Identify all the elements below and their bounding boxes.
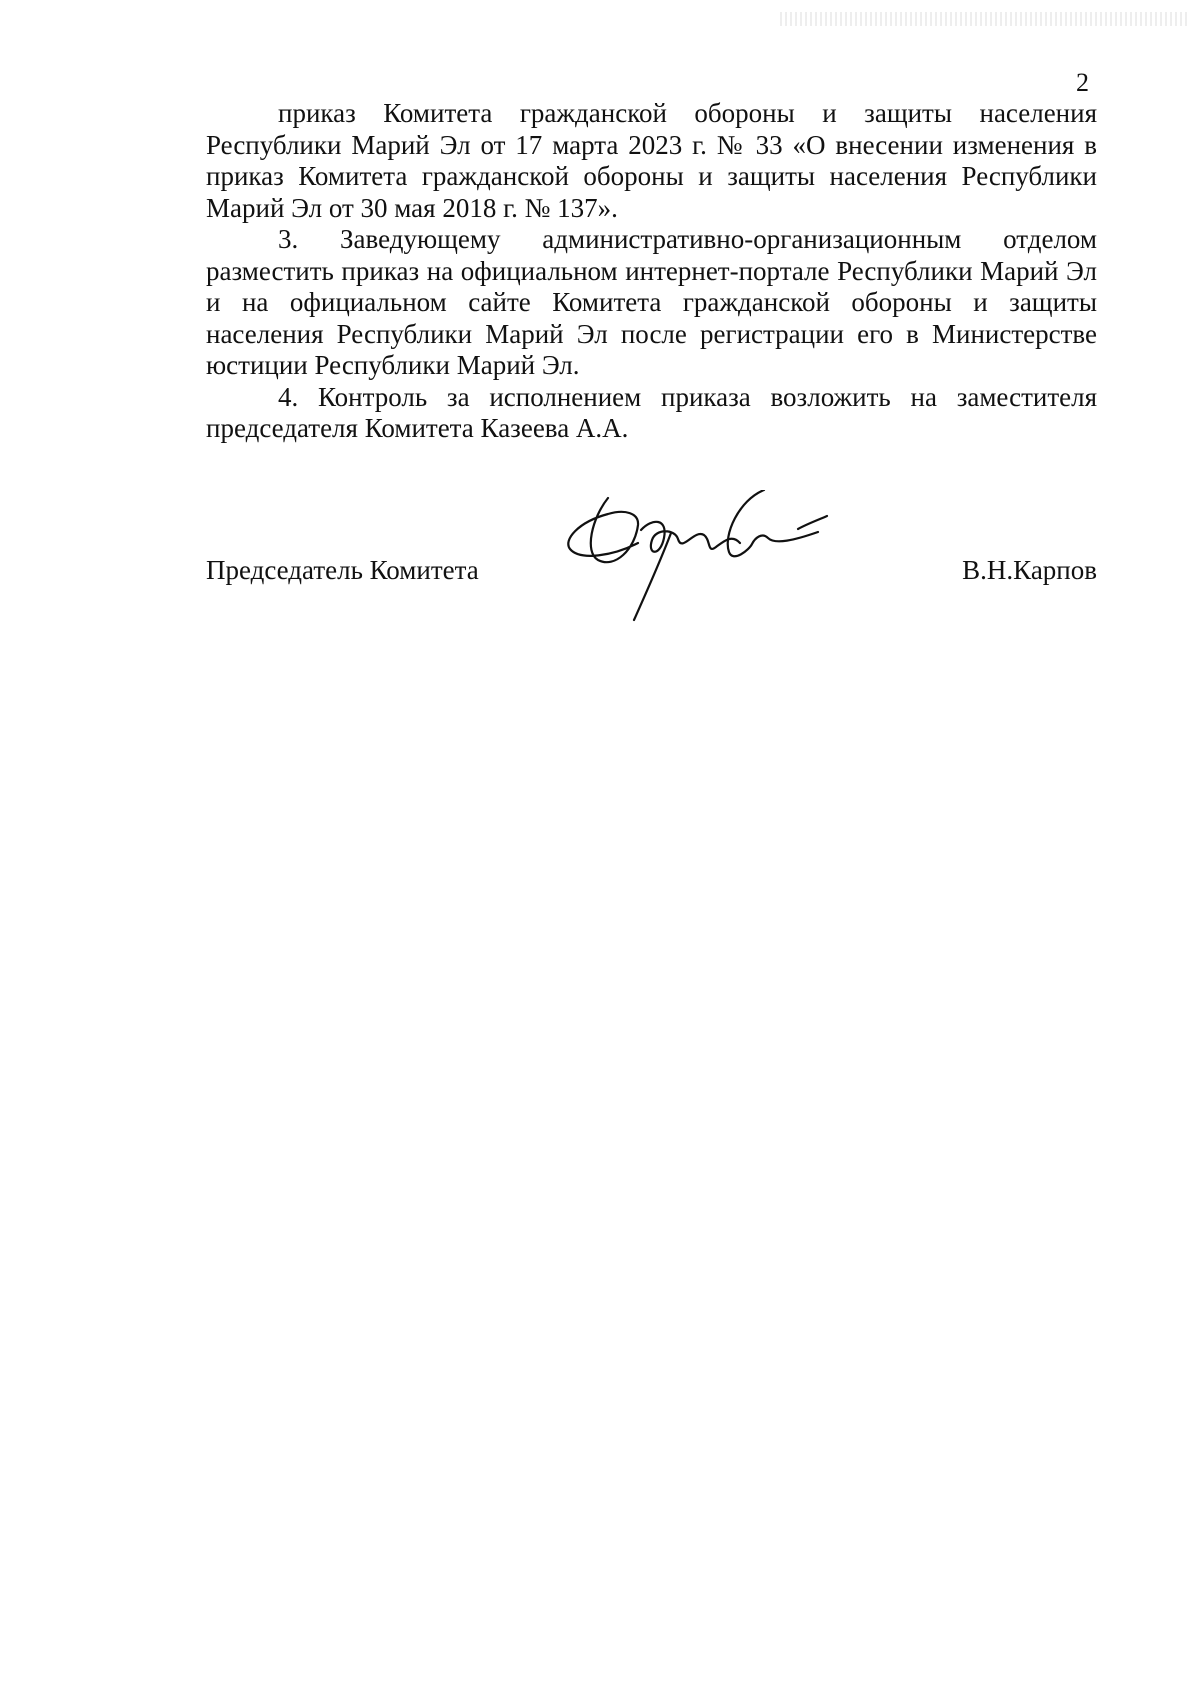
signature-stroke-5	[798, 516, 827, 529]
document-body	[206, 98, 1097, 445]
paragraph-item-3: 3. Заведующему административно-организационным отделом разместить приказ на официальном интернет-портале Республики Марий Эл и на официальном сайте Комитета гражданской обороны и защиты населения Республики Марий Эл после регистрации его в Министерстве юстиции Республики Марий Эл.	[206, 224, 1097, 380]
signature-block	[206, 490, 1097, 640]
scan-noise	[780, 12, 1190, 26]
signature-stroke-2	[641, 522, 740, 552]
signer-position: Председатель Комитета	[206, 555, 479, 585]
signature-stroke-4	[634, 533, 671, 620]
signer-name: В.Н.Карпов	[962, 555, 1097, 585]
handwritten-signature	[556, 490, 856, 640]
paragraph-item-4: 4. Контроль за исполнением приказа возложить на заместителя председателя Комитета Казеева А.А.	[206, 381, 1097, 443]
signature-stroke-3	[728, 490, 818, 556]
signature-stroke-1	[568, 498, 638, 562]
page-number: 2	[1076, 68, 1089, 97]
paragraph-continuation: приказ Комитета гражданской обороны и защиты населения Республики Марий Эл от 17 марта 2023 г. № 33 «О внесении изменения в приказ Комитета гражданской обороны и защиты населения Республики Марий Эл от 30 мая 2018 г. № 137».	[206, 98, 1097, 223]
